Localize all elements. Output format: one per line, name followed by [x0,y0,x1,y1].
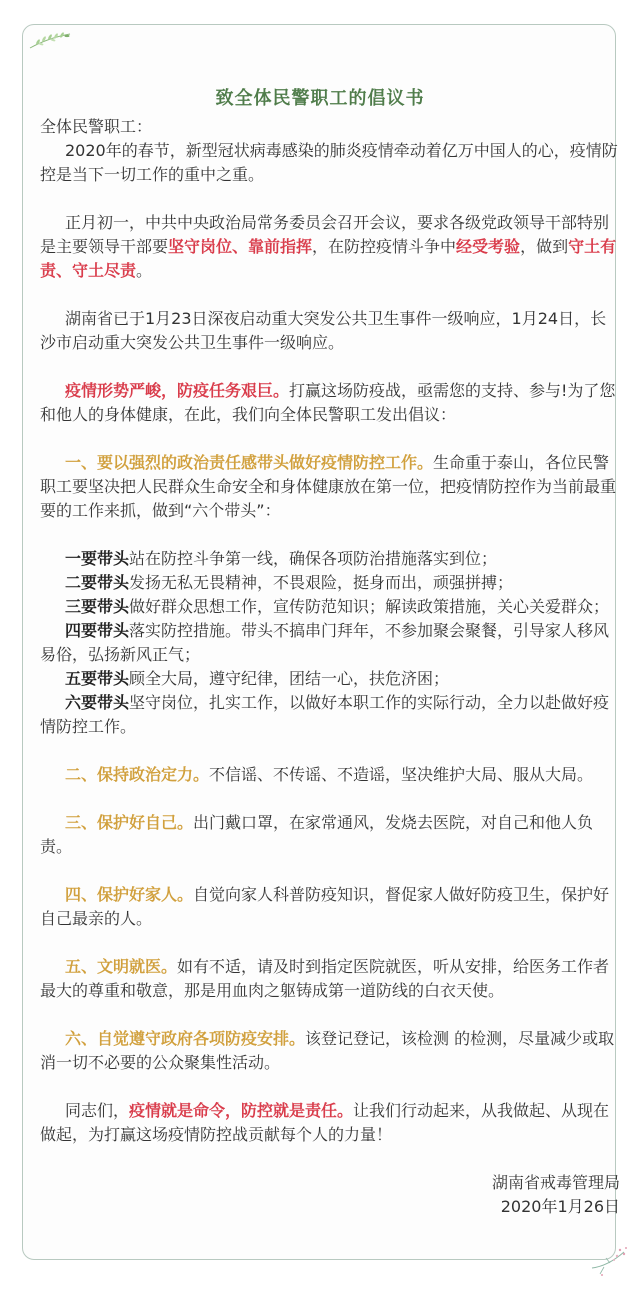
lead-label: 四要带头 [65,621,130,640]
lead-item-4: 四要带头落实防控措施。带头不搞串门拜年，不参加聚会聚餐，引导家人移风易俗，弘扬新风正气； [40,621,610,664]
section-heading: 四、保护好家人。 [65,885,194,904]
signature-date: 2020年1月26日 [500,1197,620,1216]
section-heading: 六、自觉遵守政府各项防疫安排。 [65,1029,306,1048]
section-heading: 五、文明就医。 [65,957,178,976]
section-6: 六、自觉遵守政府各项防疫安排。该登记登记，该检测 的检测，尽量减少或取消一切不必要的公众聚集性活动。 [40,1029,615,1072]
section-3: 三、保护好自己。出门戴口罩，在家常通风，发烧去医院，对自己和他人负责。 [40,813,594,856]
paragraph-situation: 疫情形势严峻，防疫任务艰巨。打赢这场防疫战，亟需您的支持、参与!为了您和他人的身体健康，在此，我们向全体民警职工发出倡议： [40,381,616,424]
lead-item-2: 二要带头发扬无私无畏精神，不畏艰险，挺身而出，顽强拼搏； [65,573,514,592]
lead-item-6: 六要带头坚守岗位，扎实工作，以做好本职工作的实际行动，全力以赴做好疫情防控工作。 [40,693,610,736]
lead-label: 六要带头 [65,693,130,712]
flower-sprig-icon [590,1244,630,1278]
leaf-sprig-icon [28,30,72,50]
section-4: 四、保护好家人。自觉向家人科普防疫知识，督促家人做好防疫卫生，保护好自己最亲的人。 [40,885,610,928]
paragraph-central-meeting: 正月初一，中共中央政治局常务委员会召开会议，要求各级党政领导干部特别是主要领导干部要坚守岗位、靠前指挥，在防控疫情斗争中经受考验，做到守土有责、守土尽责。 [40,213,617,280]
salutation: 全体民警职工： [40,117,153,136]
highlight-text: 守土有责、守土尽责 [40,237,617,280]
lead-item-5: 五要带头顾全大局，遵守纪律，团结一心，扶危济困； [65,669,450,688]
section-heading: 三、保护好自己。 [65,813,194,832]
letter-body [40,115,622,1219]
closing-paragraph: 同志们，疫情就是命令，防控就是责任。让我们行动起来，从我做起、从现在做起，为打赢这场疫情防控战贡献每个人的力量！ [40,1101,610,1144]
lead-label: 一要带头 [65,549,130,568]
section-1: 一、要以强烈的政治责任感带头做好疫情防控工作。生命重于泰山，各位民警职工要坚决把人民群众生命安全和身体健康放在第一位，把疫情防控作为当前最重要的工作来抓，做到“六个带头”： [40,453,617,520]
signature-org: 湖南省戒毒管理局 [491,1173,620,1192]
section-2: 二、保持政治定力。不信谣、不传谣、不造谣，坚决维护大局、服从大局。 [65,765,594,784]
section-heading: 二、保持政治定力。 [65,765,210,784]
paragraph-intro: 2020年的春节，新型冠状病毒感染的肺炎疫情牵动着亿万中国人的心，疫情防控是当下一切工作的重中之重。 [40,141,618,184]
highlight-text: 经受考验 [456,237,521,256]
lead-label: 二要带头 [65,573,130,592]
section-5: 五、文明就医。如有不适，请及时到指定医院就医，听从安排，给医务工作者最大的尊重和敬意，那是用血肉之躯铸成第一道防线的白衣天使。 [40,957,610,1000]
lead-label: 三要带头 [65,597,130,616]
lead-item-1: 一要带头站在防控斗争第一线，确保各项防治措施落实到位； [65,549,498,568]
paragraph-hunan-response: 湖南省已于1月23日深夜启动重大突发公共卫生事件一级响应，1月24日，长沙市启动重大突发公共卫生事件一级响应。 [40,309,607,352]
document-title: 致全体民警职工的倡议书 [215,88,425,109]
section-heading: 一、要以强烈的政治责任感带头做好疫情防控工作。 [65,453,434,472]
highlight-text: 坚守岗位、靠前指挥 [168,237,313,256]
lead-label: 五要带头 [65,669,130,688]
lead-item-3: 三要带头做好群众思想工作，宣传防范知识；解读政策措施，关心关爱群众； [65,597,610,616]
highlight-text: 疫情形势严峻，防疫任务艰巨。 [65,381,290,400]
highlight-text: 疫情就是命令，防控就是责任。 [129,1101,354,1120]
